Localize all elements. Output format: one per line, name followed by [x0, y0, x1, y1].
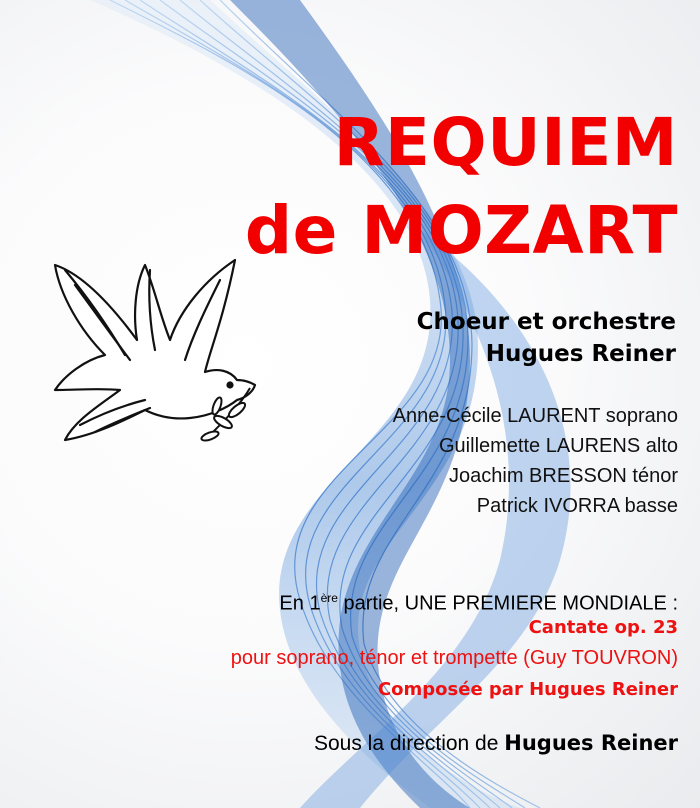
soloist-voice: basse [624, 495, 678, 517]
soloist-voice: ténor [632, 465, 678, 487]
dove-with-olive-branch-icon [5, 240, 305, 480]
cantata-composer: Composée par Hugues Reiner [377, 679, 678, 700]
soloist-voice: soprano [605, 405, 678, 427]
ensemble-line-2: Hugues Reiner [485, 341, 676, 367]
cantata-title: Cantate op. 23 [528, 617, 678, 638]
premiere-rest: partie, UNE PREMIERE MONDIALE : [337, 592, 678, 615]
soloist-name: Anne-Cécile LAURENT [392, 405, 601, 427]
premiere-prefix: En 1 [279, 592, 321, 615]
premiere-ordinal: ère [320, 591, 338, 605]
cantata-instruments: pour soprano, ténor et trompette (Guy TOUVRON) [230, 647, 678, 669]
soloist-soprano [393, 404, 678, 428]
direction-prefix: Sous la direction de [313, 732, 505, 755]
soloist-voice: alto [645, 435, 678, 457]
poster-title-line-2: de MOZART [244, 192, 678, 269]
soloist-tenor [449, 464, 678, 488]
soloist-alto [439, 434, 678, 458]
soloist-name: Guillemette LAURENS [439, 435, 641, 457]
soloist-name: Patrick IVORRA [476, 495, 620, 517]
ensemble-line-1: Choeur et orchestre [416, 309, 676, 335]
soloist-name: Joachim BRESSON [449, 465, 627, 487]
director-name: Hugues Reiner [504, 731, 678, 755]
poster-title-line-1: REQUIEM [333, 104, 678, 181]
premiere-announcement [279, 586, 678, 616]
soloist-bass [477, 494, 678, 518]
direction-line [314, 730, 678, 757]
